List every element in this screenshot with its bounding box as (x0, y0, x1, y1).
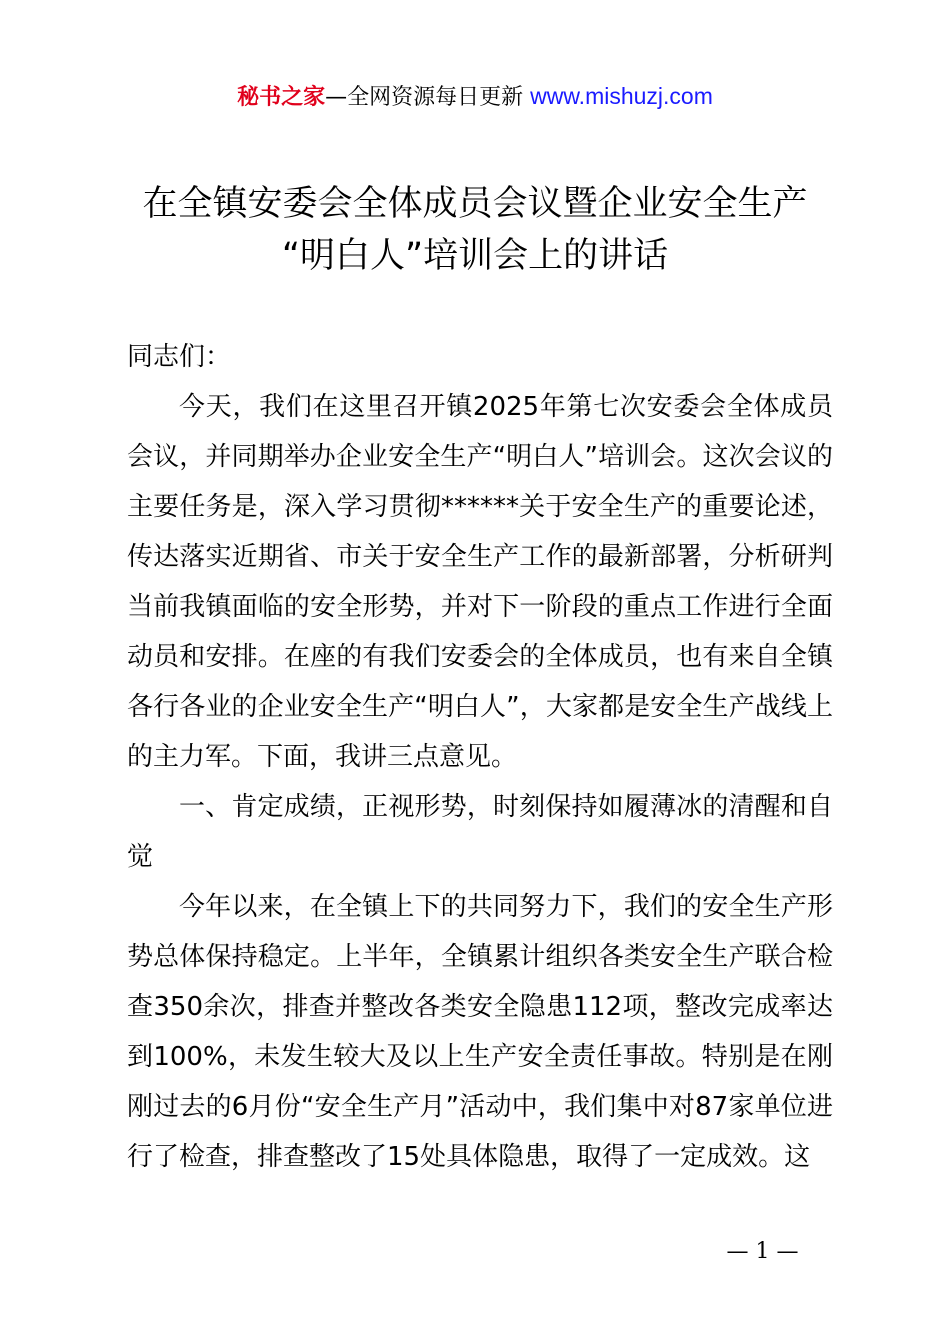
document-title (0, 178, 950, 282)
paragraph-intro: 今天，我们在这里召开镇2025年第七次安委会全体成员会议，并同期举办企业安全生产“明白人”培训会。这次会议的主要任务是，深入学习贯彻******关于安全生产的重要论述，传达落实近期省、市关于安全生产工作的最新部署，分析研判当前我镇面临的安全形势，并对下一阶段的重点工作进行全面动员和安排。在座的有我们安委会的全体成员，也有来自全镇各行各业的企业安全生产“明白人”，大家都是安全生产战线上的主力军。下面，我讲三点意见。 (127, 392, 833, 772)
paragraph-achievements: 今年以来，在全镇上下的共同努力下，我们的安全生产形势总体保持稳定。上半年，全镇累计组织各类安全生产联合检查350余次，排查并整改各类安全隐患112项，整改完成率达到100%，未发生较大及以上生产安全责任事故。特别是在刚刚过去的6月份“安全生产月”活动中，我们集中对87家单位进行了检查，排查整改了15处具体隐患，取得了一定成效。这 (127, 892, 833, 1172)
site-header (0, 80, 950, 114)
title-line-1: 在全镇安委会全体成员会议暨企业安全生产 (142, 184, 808, 224)
brand-name: 秘书之家 (237, 85, 326, 110)
section-heading-1: 一、肯定成绩，正视形势，时刻保持如履薄冰的清醒和自觉 (127, 792, 833, 872)
header-tagline: —全网资源每日更新 (325, 85, 524, 110)
document-body (127, 332, 833, 1182)
salutation: 同志们： (127, 342, 232, 372)
site-url[interactable]: www.mishuzj.com (530, 83, 713, 109)
page-number: — 1 — (726, 1239, 799, 1264)
title-line-2: “明白人”培训会上的讲话 (281, 236, 669, 276)
